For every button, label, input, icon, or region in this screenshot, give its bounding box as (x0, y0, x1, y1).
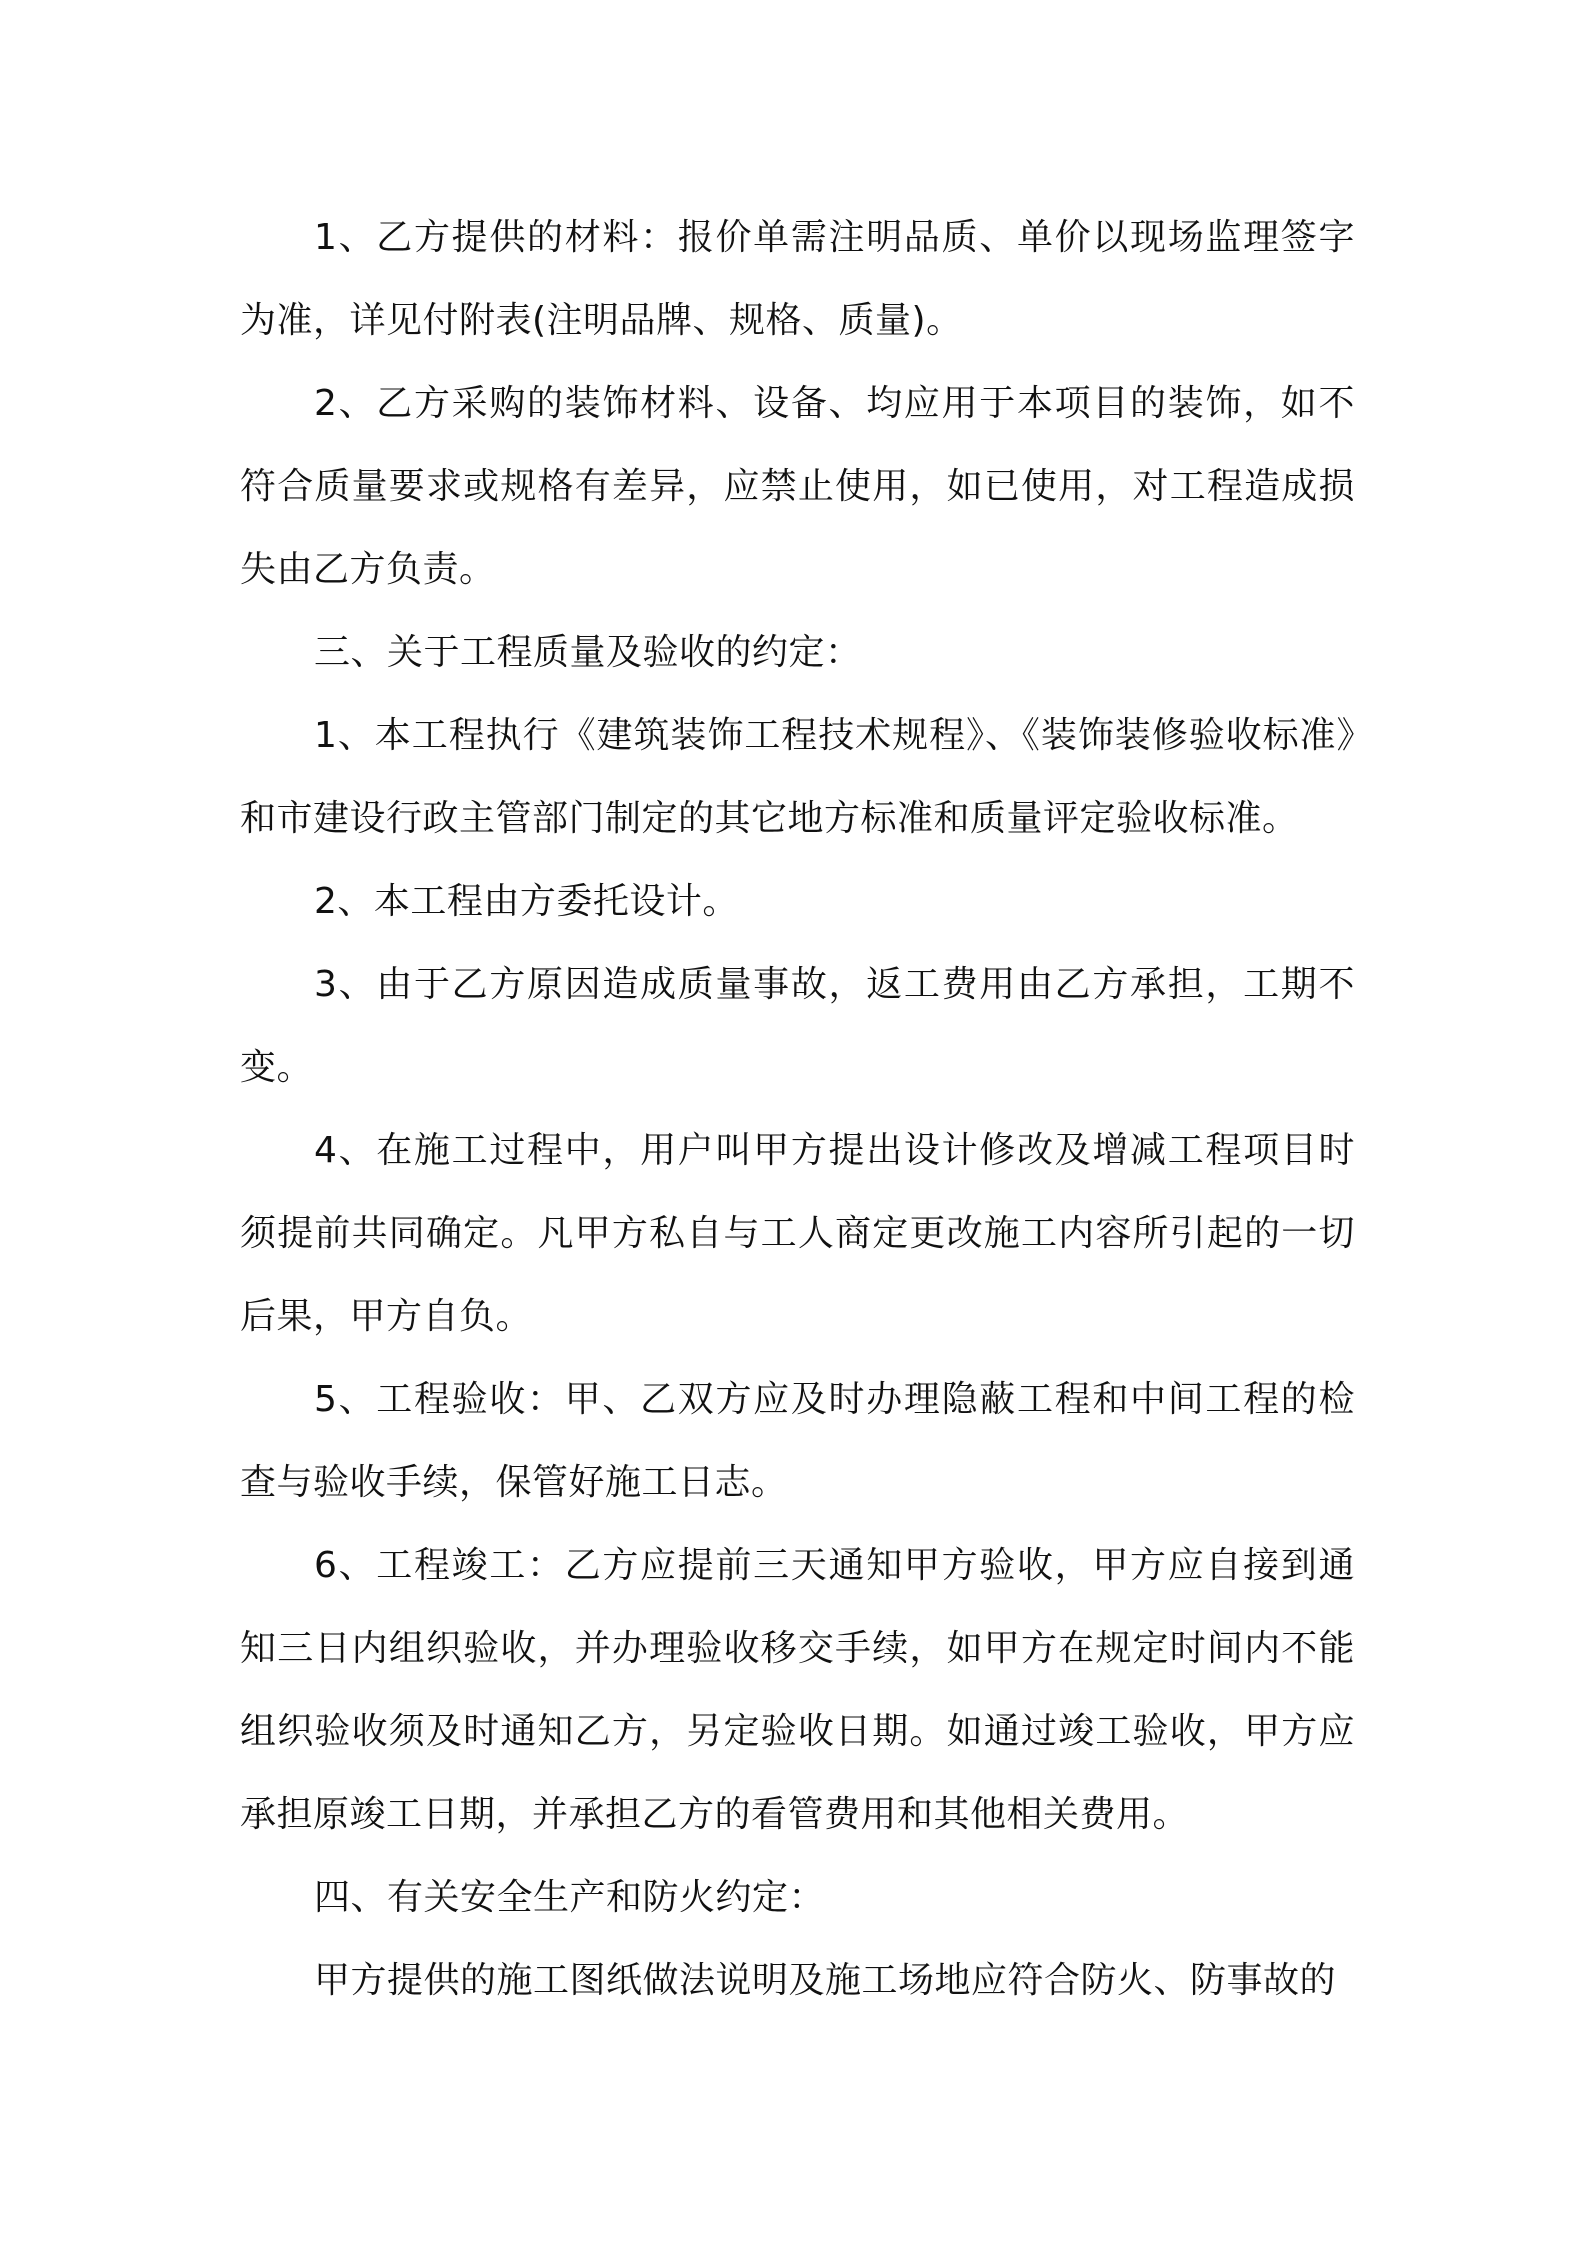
paragraph-material-procurement: 2、乙方采购的装饰材料、设备、均应用于本项目的装饰，如不符合质量要求或规格有差异，应禁止使用，如已使用，对工程造成损失由乙方负责。 (240, 383, 1355, 590)
paragraph-design-changes: 4、在施工过程中，用户叫甲方提出设计修改及增减工程项目时须提前共同确定。凡甲方私自与工人商定更改施工内容所引起的一切后果，甲方自负。 (240, 1130, 1355, 1337)
paragraph-completion: 6、工程竣工：乙方应提前三天通知甲方验收，甲方应自接到通知三日内组织验收，并办理验收移交手续，如甲方在规定时间内不能组织验收须及时通知乙方，另定验收日期。如通过竣工验收，甲方应承担原竣工日期，并承担乙方的看管费用和其他相关费用。 (240, 1545, 1355, 1835)
paragraph-material-supply: 1、乙方提供的材料：报价单需注明品质、单价以现场监理签字为准，详见付附表(注明品牌、规格、质量)。 (240, 217, 1355, 341)
paragraph-design-commission: 2、本工程由方委托设计。 (314, 881, 739, 922)
document-page (240, 196, 1355, 2022)
section-heading-safety-fire: 四、有关安全生产和防火约定： (314, 1877, 826, 1918)
paragraph-quality-accident: 3、由于乙方原因造成质量事故，返工费用由乙方承担，工期不变。 (240, 964, 1355, 1088)
paragraph-fire-safety: 甲方提供的施工图纸做法说明及施工场地应符合防火、防事故的 (314, 1960, 1337, 2001)
paragraph-acceptance-procedure: 5、工程验收：甲、乙双方应及时办理隐蔽工程和中间工程的检查与验收手续，保管好施工日志。 (240, 1379, 1355, 1503)
section-heading-quality-acceptance: 三、关于工程质量及验收的约定： (314, 632, 862, 673)
paragraph-standards: 1、本工程执行《建筑装饰工程技术规程》、《装饰装修验收标准》和市建设行政主管部门制定的其它地方标准和质量评定验收标准。 (240, 715, 1355, 839)
